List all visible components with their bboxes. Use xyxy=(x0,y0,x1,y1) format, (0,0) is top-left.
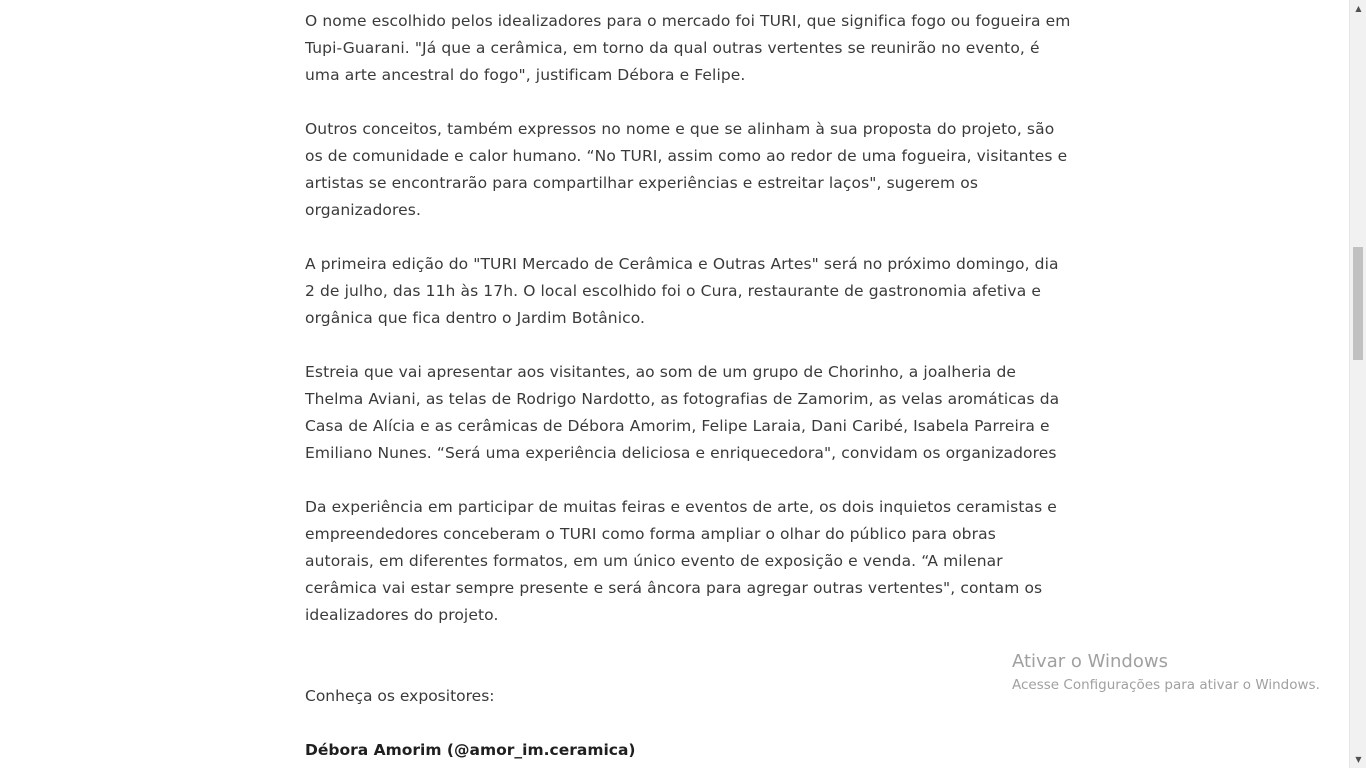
paragraph-4 xyxy=(305,359,1060,467)
exhibitors-intro: Conheça os expositores: xyxy=(305,687,495,705)
watermark-title: Ativar o Windows xyxy=(1012,651,1168,672)
paragraph-line: 2 de julho, das 11h às 17h. O local escolhido foi o Cura, restaurante de gastronomia afetiva e xyxy=(305,282,1041,300)
scroll-up-icon[interactable]: ▲ xyxy=(1355,4,1362,13)
paragraph-line: orgânica que fica dentro o Jardim Botânico. xyxy=(305,309,646,327)
scroll-down-icon[interactable]: ▼ xyxy=(1355,755,1362,764)
paragraph-line: uma arte ancestral do fogo", justificam Débora e Felipe. xyxy=(305,66,746,84)
paragraph-line: os de comunidade e calor humano. “No TURI, assim como ao redor de uma fogueira, visitantes e xyxy=(305,147,1068,165)
paragraph-line: A primeira edição do "TURI Mercado de Cerâmica e Outras Artes" será no próximo domingo, dia xyxy=(305,255,1059,273)
paragraph-1 xyxy=(305,8,1071,89)
paragraph-line: Casa de Alícia e as cerâmicas de Débora Amorim, Felipe Laraia, Dani Caribé, Isabela Parreira e xyxy=(305,417,1050,435)
paragraph-line: O nome escolhido pelos idealizadores para o mercado foi TURI, que significa fogo ou fogueira em xyxy=(305,12,1071,30)
exhibitor-name: Débora Amorim (@amor_im.ceramica) xyxy=(305,741,636,759)
watermark-subtitle: Acesse Configurações para ativar o Windows. xyxy=(1012,677,1320,693)
paragraph-spacer xyxy=(305,656,1045,683)
paragraph-line: Estreia que vai apresentar aos visitantes, ao som de um grupo de Chorinho, a joalheria de xyxy=(305,363,1017,381)
scroll-thumb[interactable] xyxy=(1353,247,1363,360)
vertical-scrollbar[interactable] xyxy=(1349,0,1366,768)
paragraph-3 xyxy=(305,251,1059,332)
paragraph-line: Emiliano Nunes. “Será uma experiência deliciosa e enriquecedora", convidam os organizadores xyxy=(305,444,1057,462)
paragraph-line: Da experiência em participar de muitas feiras e eventos de arte, os dois inquietos ceramistas e xyxy=(305,498,1057,516)
paragraph-line: artistas se encontrarão para compartilhar experiências e estreitar laços", sugerem os xyxy=(305,174,979,192)
paragraph-line: cerâmica vai estar sempre presente e será âncora para agregar outras vertentes", contam os xyxy=(305,579,1043,597)
paragraph-line: Outros conceitos, também expressos no nome e que se alinham à sua proposta do projeto, são xyxy=(305,120,1055,138)
paragraph-line: idealizadores do projeto. xyxy=(305,606,499,624)
paragraph-line: Tupi-Guarani. "Já que a cerâmica, em torno da qual outras vertentes se reunirão no evento, é xyxy=(305,39,1040,57)
paragraph-line: empreendedores conceberam o TURI como forma ampliar o olhar do público para obras xyxy=(305,525,996,543)
paragraph-5 xyxy=(305,494,1057,629)
paragraph-line: organizadores. xyxy=(305,201,421,219)
paragraph-2 xyxy=(305,116,1068,224)
paragraph-line: Thelma Aviani, as telas de Rodrigo Nardotto, as fotografias de Zamorim, as velas aromáticas da xyxy=(305,390,1060,408)
article-body xyxy=(305,8,1071,764)
windows-activation-watermark xyxy=(1012,650,1320,696)
paragraph-line: autorais, em diferentes formatos, em um único evento de exposição e venda. “A milenar xyxy=(305,552,1003,570)
